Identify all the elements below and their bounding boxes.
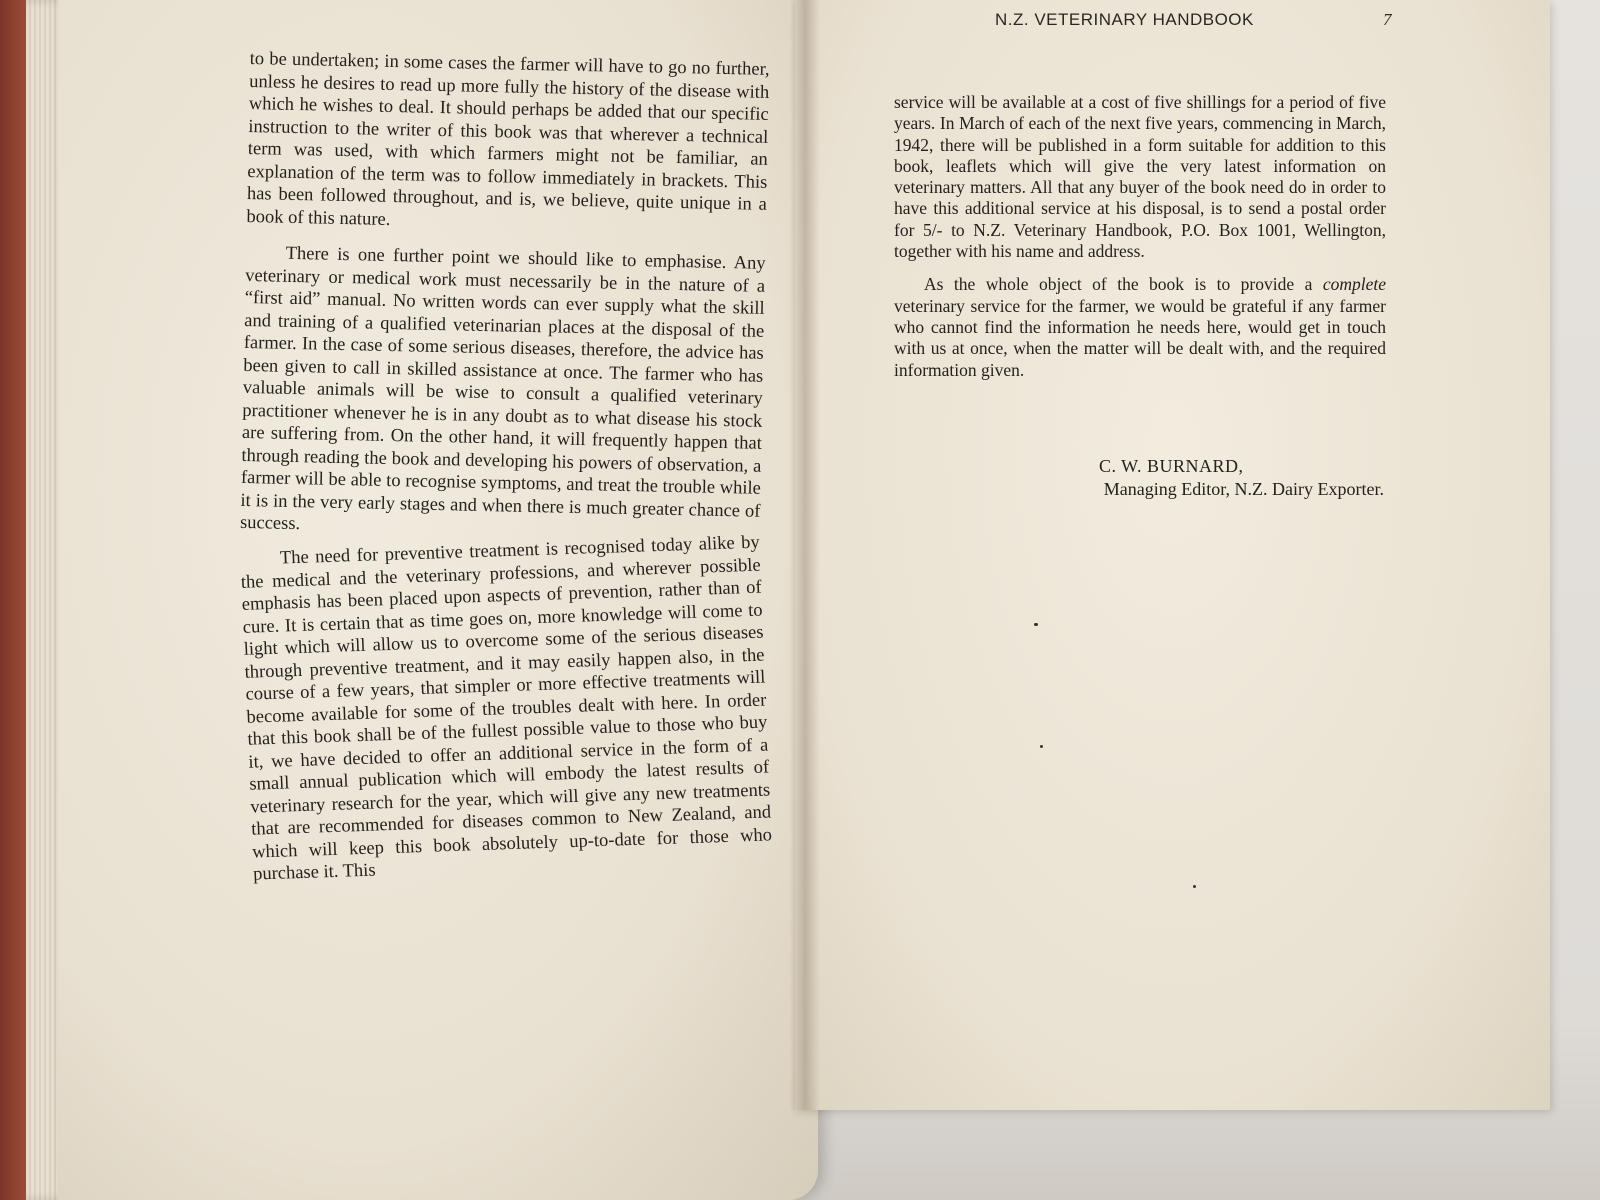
left-paragraph-1: to be undertaken; in some cases the farmer will have to go no further, unless he desires to read up more fully the history of the disease with which he wishes to deal. It should perhaps be added that our specific instruction to the writer of this book was that wherever a technical term was used, with which farmers might not be familiar, an explanation of the term was to follow immediately in brackets. This has been followed throughout, and is, we believe, quite unique in a book of this nature. xyxy=(246,48,770,230)
right-paragraph-1: service will be available at a cost of five shillings for a period of five years. In March of each of the next five years, commencing in March, 1942, there will be published in a form suitable for addition to this book, leaflets which will give the very latest information on veterinary matters. All that any buyer of the book need do in order to have this additional service at his disposal, is to send a postal order for 5/- to N.Z. Veterinary Handbook, P.O. Box 1001, Wellington, together with his name and address. xyxy=(894,92,1386,262)
italic-word-complete: complete xyxy=(1322,274,1386,295)
signature-block xyxy=(894,455,1384,501)
paper-speck xyxy=(1193,885,1196,888)
page-number: 7 xyxy=(1383,10,1392,29)
book-gutter xyxy=(790,0,820,1110)
right-page-text xyxy=(894,92,1386,393)
left-page-text xyxy=(232,48,773,911)
left-paragraph-2: There is one further point we should like to emphasise. Any veterinary or medical work must necessarily be in the nature of a “first aid” manual. No written words can ever supply what the skill and training of a qualified veterinarian places at the disposal of the farmer. In the case of some serious diseases, therefore, the advice has been given to call in skilled assistance at once. The farmer who has valuable animals will be wise to consult a qualified veterinary practitioner whenever he is in any doubt as to what disease his stock are suffering from. On the other hand, it will frequently happen that through reading the book and developing his powers of observation, a farmer will be able to recognise symptoms, and treat the trouble while it is in the very early stages and when there is much greater chance of success. xyxy=(239,243,766,535)
signature-name: C. W. BURNARD, xyxy=(1099,456,1244,476)
paper-speck xyxy=(1040,745,1043,748)
right-paragraph-2-end: veterinary service for the farmer, we would be grateful if any farmer who cannot find the information he needs here, would get in touch with us at once, when the matter will be dealt with, and the required information given. xyxy=(894,295,1386,380)
running-title: N.Z. VETERINARY HANDBOOK xyxy=(995,10,1254,29)
left-paragraph-3: The need for preventive treatment is recognised today alike by the medical and the veterinary professions, and wherever possible emphasis has been placed upon aspects of prevention, rather than of cure. It is certain that as time goes on, more knowledge will come to light which will allow us to overcome some of the serious diseases through preventive treatment, and it may easily happen also, in the course of a few years, that simpler or more effective treatments will become available for some of the troubles dealt with here. In order that this book shall be of the fullest possible value to those who buy it, we have decided to offer an additional service in the form of a small annual publication which will embody the latest results of veterinary research for the year, which will give any new treatments that are recommended for diseases common to New Zealand, and which will keep this book absolutely up-to-date for those who purchase it. This xyxy=(240,532,773,885)
signature-title: Managing Editor, N.Z. Dairy Exporter. xyxy=(1103,479,1384,499)
right-paragraph-2-start: As the whole object of the book is to provide a xyxy=(924,274,1323,295)
paper-speck xyxy=(1034,623,1038,626)
right-paragraph-2 xyxy=(894,274,1386,380)
